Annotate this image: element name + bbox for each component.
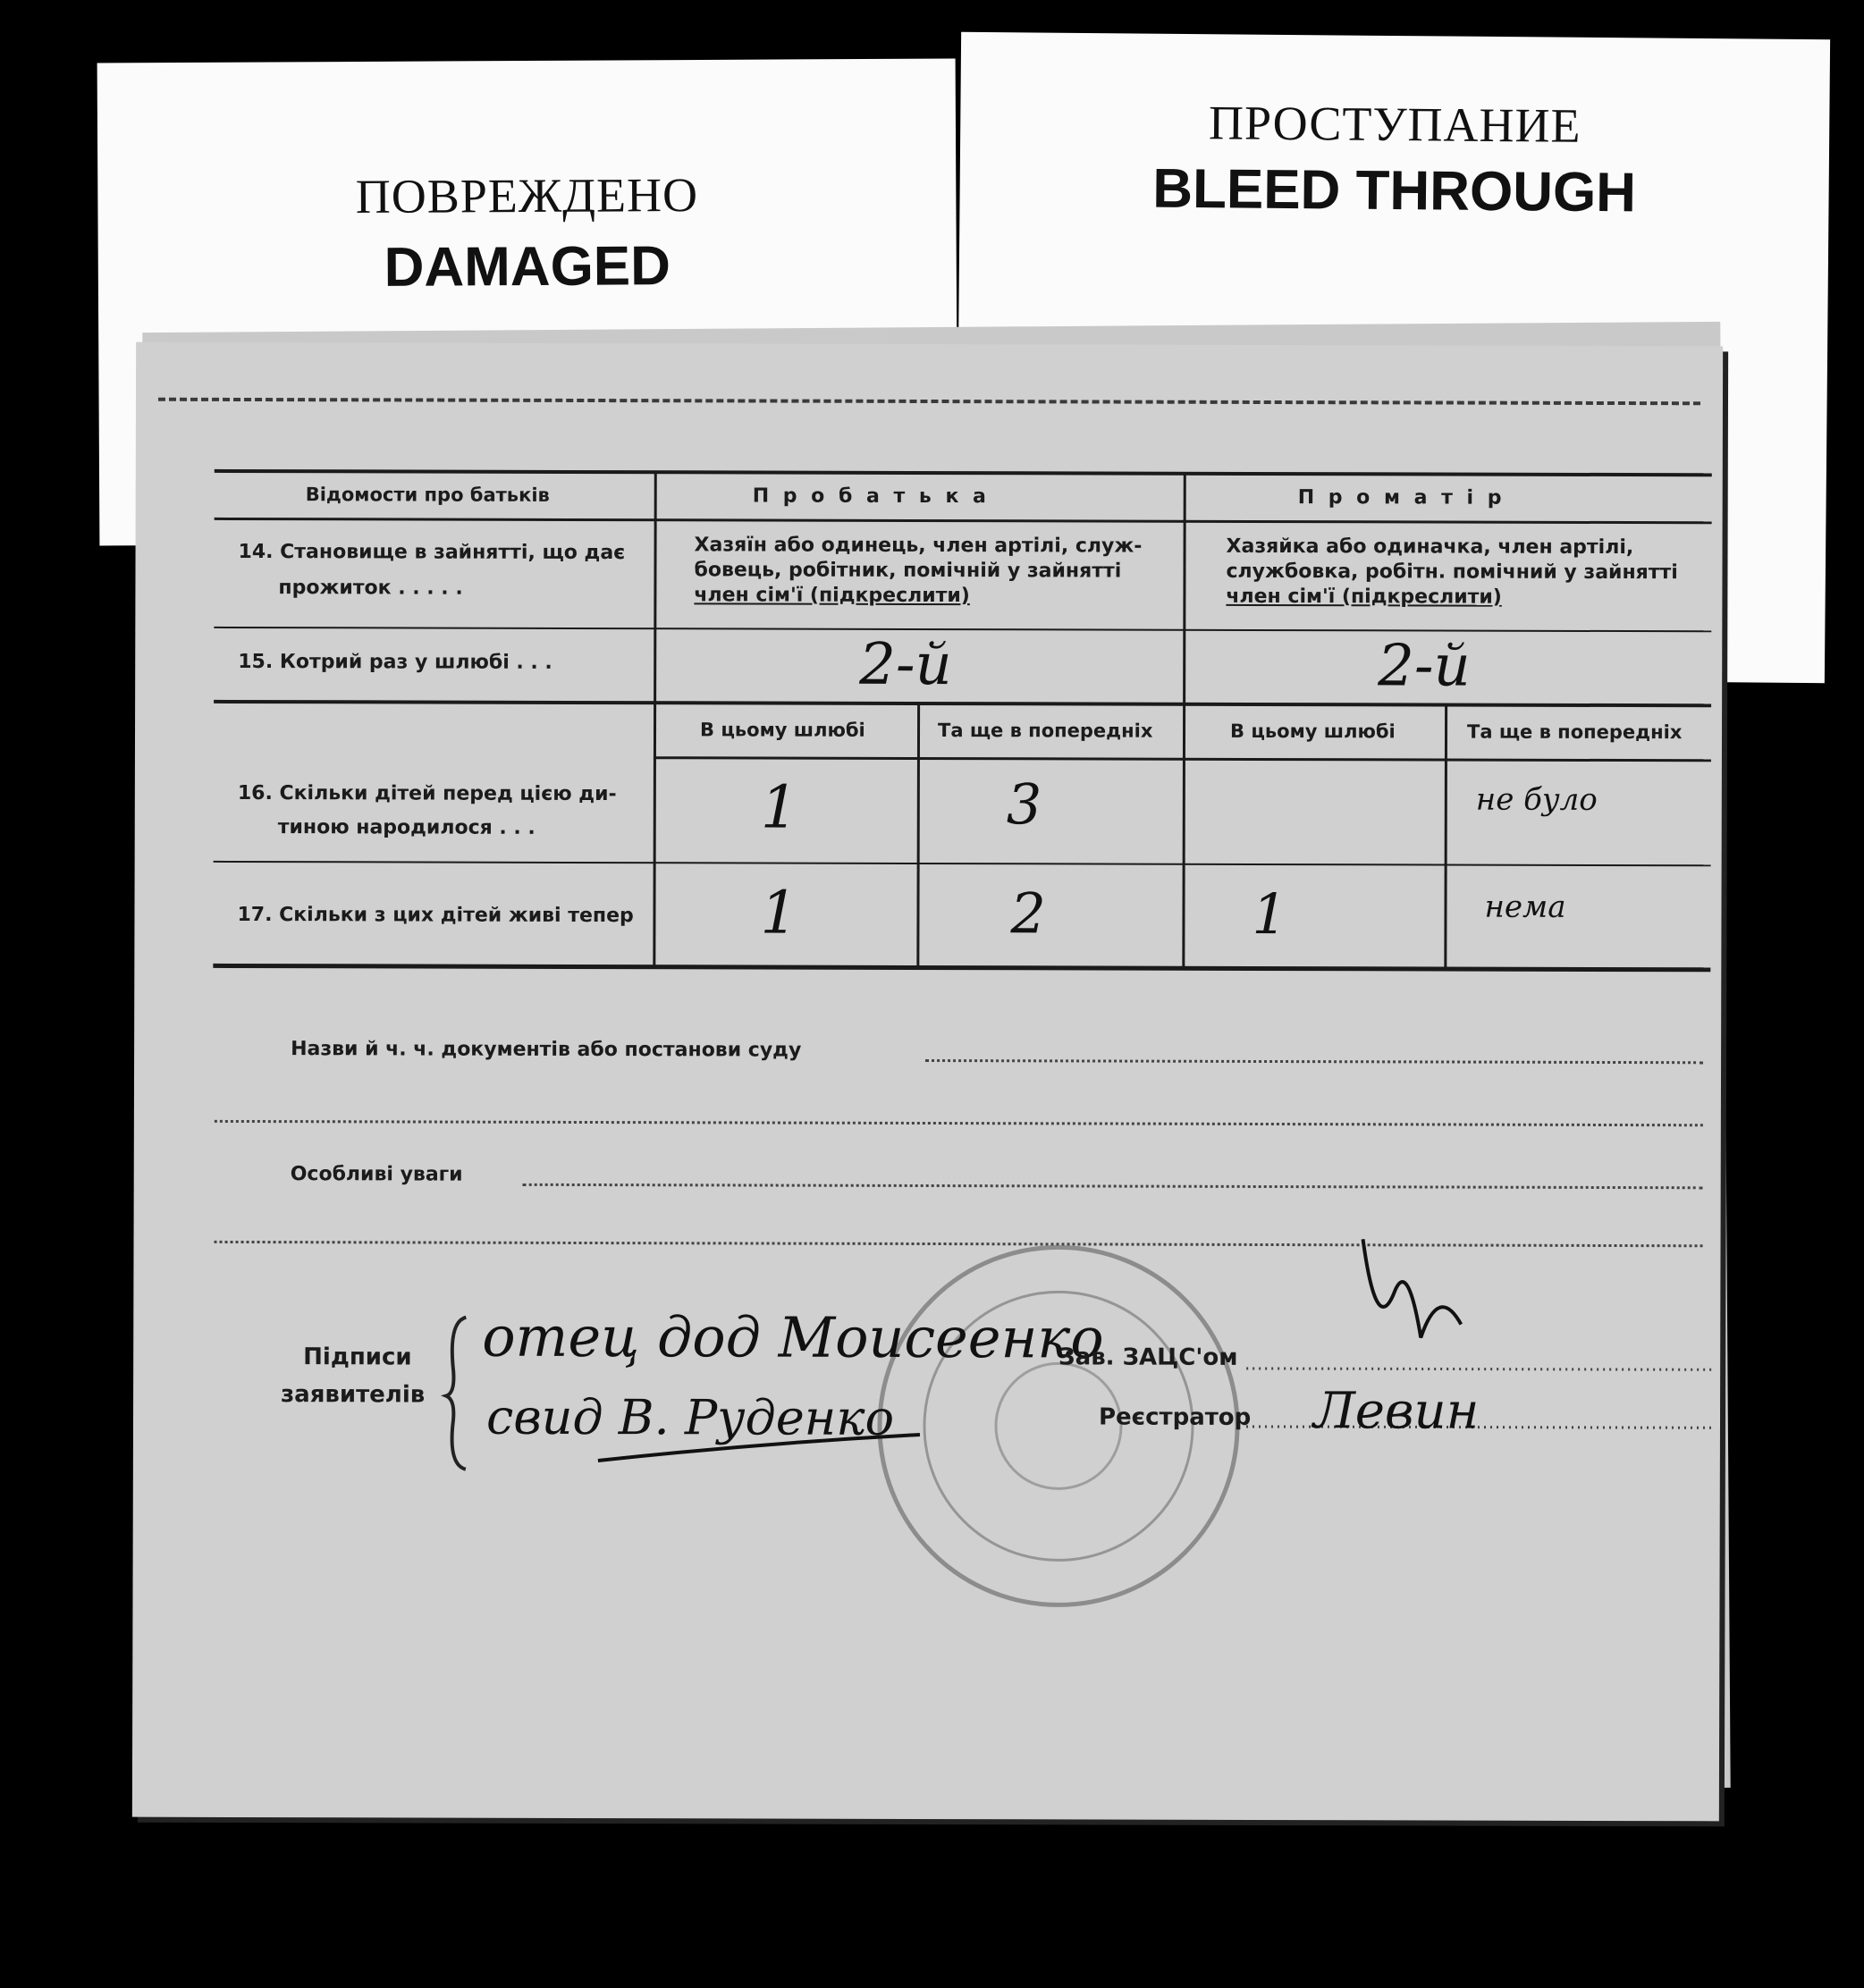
signatures-label-line2: заявителів	[281, 1381, 426, 1409]
placard-damaged-en: DAMAGED	[384, 235, 671, 299]
placard-damaged-ru: ПОВРЕЖДЕНО	[355, 167, 699, 224]
placard-bleed-ru: ПРОСТУПАНИЕ	[1208, 96, 1581, 153]
row14-father-line2: бовець, робітник, помічній у зайнятті	[694, 559, 1122, 583]
row14-father-line1: Хазяїн або одинець, член артілі, служ-	[694, 534, 1143, 558]
header-mother: П р о м а т і р	[1297, 486, 1506, 510]
row16-father-prev: 3	[1006, 771, 1042, 838]
subheader-mother-this: В цьому шлюбі	[1229, 720, 1396, 743]
registrar-signature: Левин	[1312, 1382, 1480, 1441]
row16-label-line1: 16. Скільки дітей перед цією ди-	[237, 781, 617, 806]
special-notes-label: Особливі уваги	[290, 1163, 463, 1186]
row16-mother-prev: не було	[1475, 781, 1598, 818]
documents-label: Назви й ч. ч. документів або постанови суду	[291, 1038, 802, 1062]
row17-label: 17. Скільки з цих дітей живі тепер	[237, 903, 634, 928]
row16-father-this: 1	[760, 772, 798, 842]
row14-label-line1: 14. Становище в зайнятті, що дає	[238, 540, 626, 565]
row15-mother-value: 2-й	[1378, 633, 1471, 700]
row14-mother-line3: член сім'ї (підкреслити)	[1226, 585, 1502, 609]
subheader-father-this: В цьому шлюбі	[699, 719, 865, 741]
registration-form	[132, 342, 1723, 1822]
signature-brace	[132, 342, 1723, 1822]
row17-mother-prev: нема	[1484, 889, 1566, 925]
zags-head-label: Зав. ЗАЦС'ом	[1059, 1344, 1238, 1371]
row14-mother-line1: Хазяйка або одиначка, член артілі,	[1226, 535, 1634, 560]
row16-label-line2: тиною народилося . . .	[277, 816, 536, 839]
row15-father-value: 2-й	[859, 631, 952, 699]
placard-bleed-en: BLEED THROUGH	[1151, 157, 1637, 224]
row14-father-line3: член сім'ї (підкреслити)	[694, 584, 970, 608]
row14-mother-line2: службовка, робітн. помічний у зайнятті	[1226, 560, 1678, 585]
subheader-father-previous: Та ще в попередніх	[937, 720, 1153, 742]
signatures-label-line1: Підписи	[303, 1344, 412, 1371]
signature-line1-handwriting: отец дод Моисеенко	[482, 1303, 1104, 1371]
row17-father-this: 1	[760, 878, 798, 948]
row17-mother-this: 1	[1252, 880, 1288, 948]
row17-father-prev: 2	[1010, 880, 1047, 947]
registrar-label: Реєстратор	[1098, 1403, 1252, 1431]
subheader-mother-previous: Та ще в попередніх	[1466, 720, 1683, 744]
row15-label: 15. Котрий раз у шлюбі . . .	[238, 650, 552, 674]
header-parents-info: Відомости про батьків	[305, 484, 550, 506]
row14-label-line2: прожиток . . . . .	[278, 577, 463, 600]
header-father: П р о б а т ь к а	[752, 484, 990, 509]
signature-line2-handwriting: свид В. Руденко	[485, 1388, 895, 1446]
